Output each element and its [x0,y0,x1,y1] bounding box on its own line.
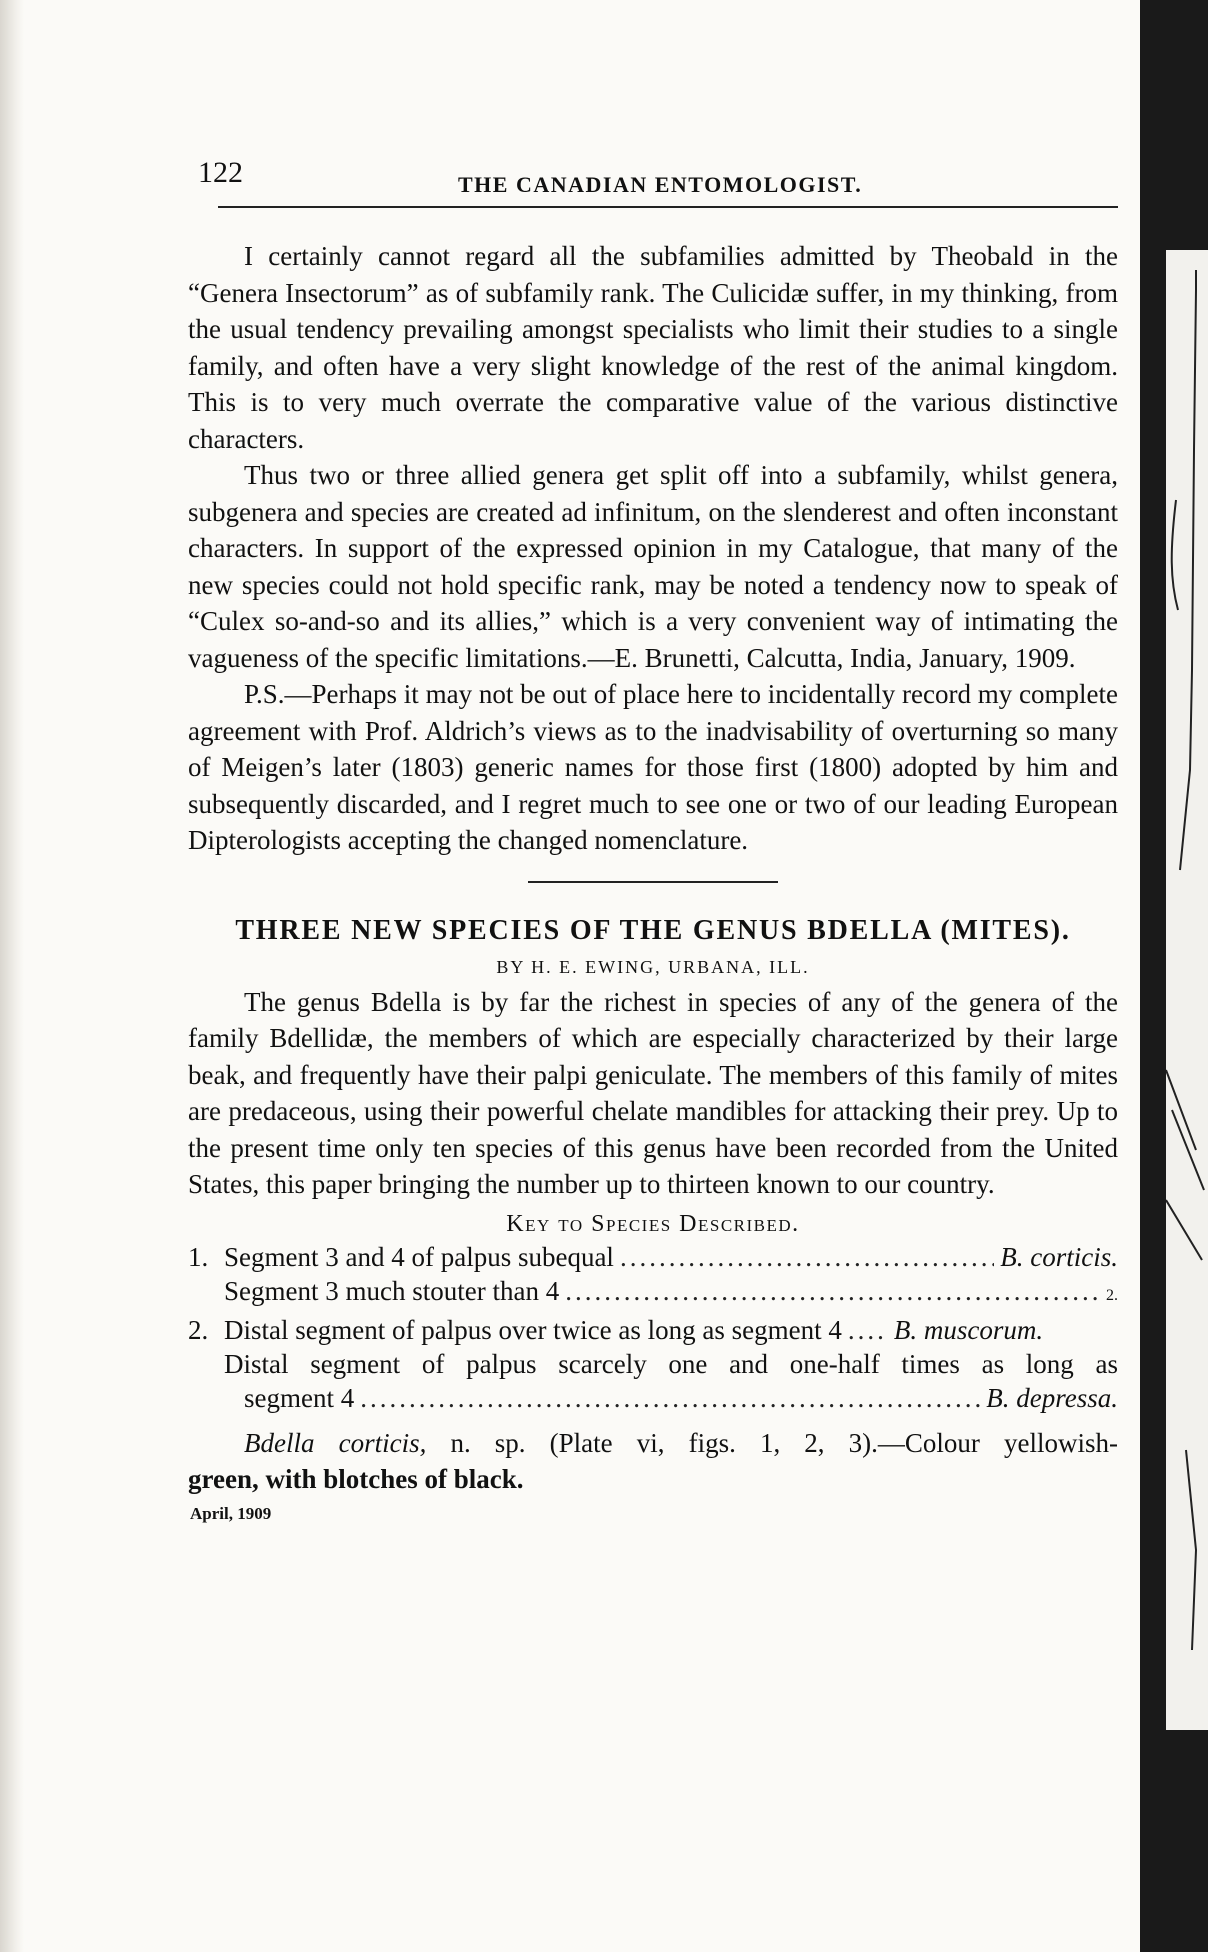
key-text: Distal segment of palpus over twice as long as segment 4 [224,1314,842,1345]
article-byline: BY H. E. EWING, URBANA, ILL. [496,956,810,977]
key-result: B. depressa. [986,1382,1118,1413]
key-text: Segment 3 and 4 of palpus subequal [224,1241,614,1272]
species-description-line-2: green, with blotches of black. [188,1464,524,1494]
species-description [188,1425,1118,1462]
key-leader-dots [848,1313,888,1347]
species-name: Bdella corticis, [244,1427,427,1458]
article-title: THREE NEW SPECIES OF THE GENUS BDELLA (MITES). [235,914,1071,946]
key-text: Segment 3 much stouter than 4 [224,1275,560,1306]
section-separator [528,881,778,883]
issue-date: April, 1909 [190,1503,272,1523]
paragraph-3: P.S.—Perhaps it may not be out of place here to incidentally record my complete agreement with Prof. Aldrich’s views as to the inadvisability of overturning so many of Meigen’s later (1803) generic names for those first (1800) adopted by him and subsequently discarded, and I regret much to see one or two of our leading European Dipterologists accepting the changed nomenclature. [188,679,1118,855]
header-rule [218,206,1118,208]
paragraph-2: Thus two or three allied genera get split off into a subfamily, whilst genera, subgenera and species are created ad infinitum, on the slenderest and often inconstant characters. In support of the expressed opinion in my Catalogue, that many of the new species could not hold specific rank, may be noted a tendency now to speak of “Culex so-and-so and its allies,” which is a very convenient way of intimating the vagueness of the specific limitations.—E. Brunetti, Calcutta, India, January, 1909. [188,460,1118,673]
key-title: Key to Species Described. [506,1210,800,1237]
species-key [188,1240,1118,1415]
page-header [188,150,1118,202]
key-number: 1. [188,1241,209,1272]
key-result: B. muscorum. [893,1314,1044,1345]
key-text: Distal segment of palpus scarcely one and one-half times as long as [224,1348,1118,1379]
page-spine-shadow [0,0,24,1952]
page-number: 122 [198,156,243,189]
key-row [188,1274,1118,1313]
key-leader-dots [565,1274,1100,1308]
key-row [188,1240,1118,1274]
key-row [188,1381,1118,1415]
key-result: 2. [1106,1286,1118,1304]
key-row [188,1313,1118,1347]
paragraph-1: I certainly cannot regard all the subfamilies admitted by Theobald in the “Genera Insectorum” as of subfamily rank. The Culicidæ suffer, in my thinking, from the usual tendency prevailing amongst specialists who limit their studies to a single family, and often have a very slight knowledge of the rest of the animal kingdom. This is to very much overrate the comparative value of the various distinctive characters. [188,241,1118,454]
page-content [188,150,1118,1524]
key-row [188,1347,1118,1381]
species-description-text: n. sp. (Plate vi, figs. 1, 2, 3).—Colour yellowish- [450,1427,1119,1458]
key-text: segment 4 [244,1382,355,1413]
adjacent-page-edge [1140,0,1208,1952]
adjacent-plate-fragment [1166,250,1208,1730]
key-leader-dots [360,1381,980,1415]
key-result: B. corticis. [1000,1241,1118,1272]
key-leader-dots [620,1240,994,1274]
article-intro: The genus Bdella is by far the richest in species of any of the genera of the family Bdellidæ, the members of which are especially characterized by their large beak, and frequently have their palpi geniculate. The members of this family of mites are predaceous, using their powerful chelate mandibles for attacking their prey. Up to the present time only ten species of this genus have been recorded from the United States, this paper bringing the number up to thirteen known to our country. [188,986,1118,1199]
running-title: THE CANADIAN ENTOMOLOGIST. [458,172,863,197]
plate-drawing-fragment [1166,250,1208,1730]
key-number: 2. [188,1314,209,1345]
